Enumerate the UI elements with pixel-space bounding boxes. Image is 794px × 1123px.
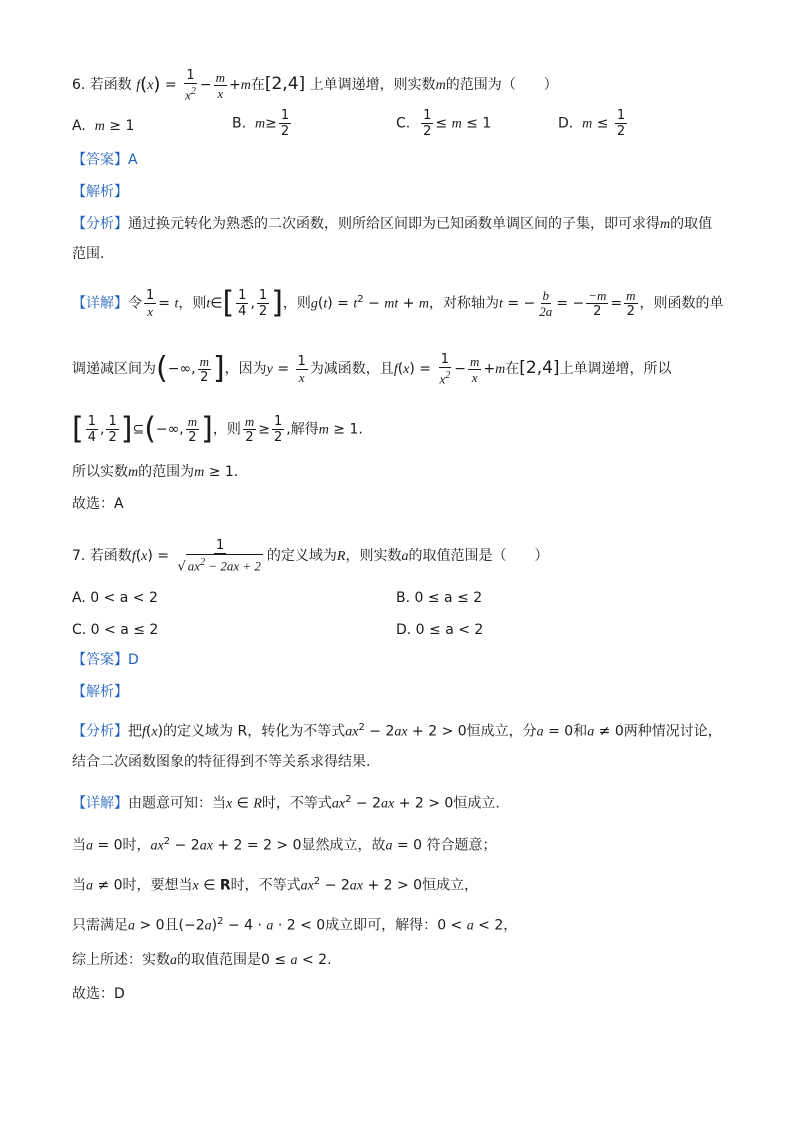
q6-option-b[interactable]: B. m≥ $\frac{1}{2}$: [232, 108, 290, 139]
q7-fenxi: 【分析】把f(x)的定义域为 R，转化为不等式$ax^2 - 2ax + 2 > 0$恒成立，分a = 0和a ≠ 0两种情况讨论，: [72, 722, 722, 740]
q7-option-c[interactable]: C. 0 < a ≤ 2: [72, 622, 159, 638]
q7-xiangjie-line1: 【详解】由题意可知：当x ∈ R时，不等式$ax^2 - 2ax + 2 > 0$恒成立.: [72, 794, 500, 812]
q6-conclusion: 所以实数m的范围为m ≥ 1.: [72, 464, 239, 480]
q6-fenxi-line2: 范围.: [72, 246, 105, 262]
q6-xiangjie-line3: [ $\frac{1}{4}$ , $\frac{1}{2}$ ]⊆(−∞, $\frac{m}{2}$ ]，则 $\frac{m}{2}$ ≥ $\frac{1}{2}$ ,解得m ≥ 1.: [72, 411, 363, 447]
q6-choose: 故选：A: [72, 496, 124, 512]
q6-option-d[interactable]: D. m ≤ $\frac{1}{2}$: [558, 108, 626, 139]
q6-stem: 6. 若函数 f(x) = $\frac{1}{x^2}$ − $\frac{m}{x}$ +m在[2,4] 上单调递增，则实数m的范围为（ ）: [72, 68, 558, 103]
q7-option-b[interactable]: B. 0 ≤ a ≤ 2: [396, 590, 483, 606]
q6-answer: 【答案】A: [72, 152, 138, 168]
q6-option-c[interactable]: C. $\frac{1}{2}$ ≤ m ≤ 1: [396, 108, 492, 139]
q6-analysis-title: 【解析】: [72, 184, 128, 200]
q6-stem-prefix: 6. 若函数: [72, 77, 132, 94]
q7-xiangjie-tag: 【详解】: [72, 795, 128, 812]
q7-fenxi-tag: 【分析】: [72, 723, 128, 740]
q6-stem-suffix: 上单调递增，则实数: [309, 77, 436, 94]
q7-option-a[interactable]: A. 0 < a < 2: [72, 590, 158, 606]
q7-choose: 故选：D: [72, 986, 125, 1002]
q7-line5: 综上所述：实数a的取值范围是0 ≤ a < 2.: [72, 952, 332, 968]
q7-answer: 【答案】D: [72, 652, 139, 668]
q7-analysis-title: 【解析】: [72, 684, 128, 700]
q6-option-a[interactable]: A. m ≥ 1: [72, 118, 135, 134]
q6-fenxi: 【分析】通过换元转化为熟悉的二次函数，则所给区间即为已知函数单调区间的子集，即可求得m的取值: [72, 216, 713, 232]
q7-line4: 只需满足a > 0且$(-2a)^2 - 4 \cdot a \cdot 2 < 0$成立即可，解得：0 < a < 2，: [72, 916, 518, 934]
q7-line2: 当a = 0时，$ax^2 - 2ax + 2 = 2 > 0$显然成立，故a = 0 符合题意；: [72, 836, 497, 854]
q7-fenxi-line2: 结合二次函数图象的特征得到不等关系求得结果.: [72, 754, 371, 770]
q7-option-d[interactable]: D. 0 ≤ a < 2: [396, 622, 484, 638]
q7-line3: 当a ≠ 0时，要想当x ∈ R时，不等式$ax^2 - 2ax + 2 > 0$恒成立，: [72, 876, 479, 894]
q6-stem-end: 的范围为（ ）: [445, 77, 558, 94]
q6-fenxi-tag: 【分析】: [72, 216, 128, 232]
q7-stem-prefix: 7. 若函数: [72, 548, 132, 565]
q7-stem: 7. 若函数f(x) = $\frac{1}{√ ax^2 - 2ax + 2}$ 的定义域为R，则实数a的取值范围是（ ）: [72, 538, 549, 575]
q6-xiangjie-line1: 【详解】令 $\frac{1}{x}$ = t，则t∈[ $\frac{1}{4}$ , $\frac{1}{2}$ ]，则$g(t) = t^2$ − mt + m，对称轴为t = − $\frac{b}{2a}$ = − $\frac{-m}{2}$ = $\frac{m}{2}$ ，则函数的单: [72, 285, 724, 321]
q6-xiangjie-tag: 【详解】: [72, 295, 128, 312]
q6-xiangjie-line2: 调递减区间为(−∞, $\frac{m}{2}$ ]，因为y = $\frac{1}{x}$ 为减函数，且f(x) = $\frac{1}{x^2}$ − $\frac{m}{x}$ +m在[2,4]上单调递增，所以: [72, 351, 672, 387]
